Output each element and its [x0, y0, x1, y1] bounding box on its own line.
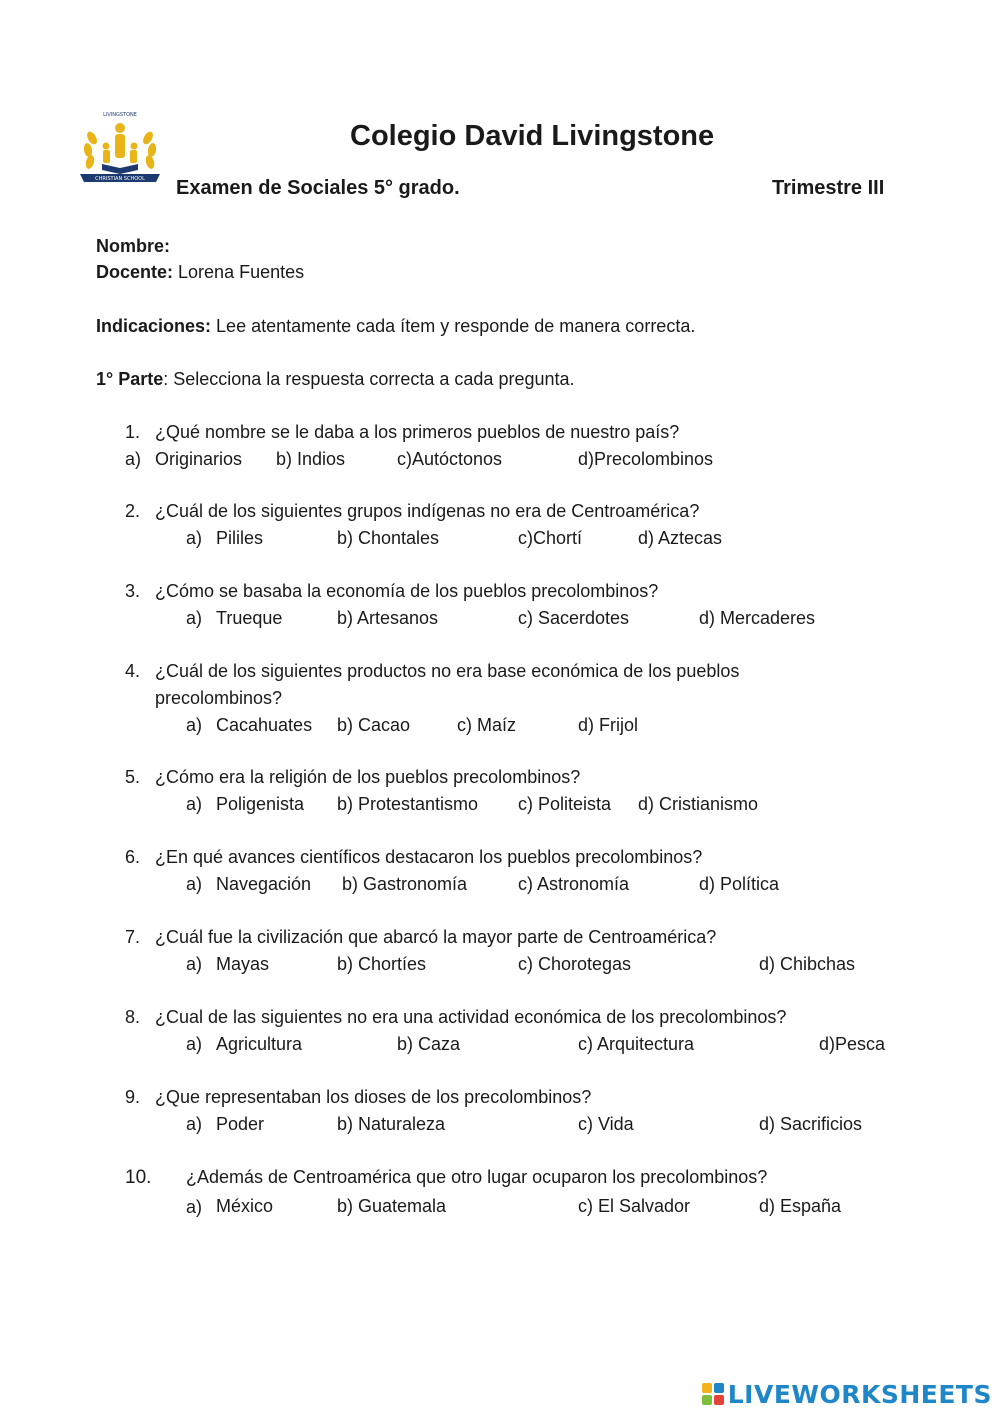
q7-option-c[interactable]: c) Chorotegas — [518, 954, 632, 974]
question-4-text-cont: precolombinos? — [155, 688, 283, 708]
parte-line — [96, 369, 575, 390]
q10-option-a-letter: a) — [186, 1197, 203, 1217]
q9-option-b[interactable]: b) Naturaleza — [337, 1114, 446, 1134]
nombre-line — [96, 236, 170, 257]
q1-option-a-letter: a) — [125, 449, 142, 469]
q7-option-a[interactable]: Mayas — [216, 954, 270, 974]
indicaciones-value: Lee atentamente cada ítem y responde de manera correcta. — [216, 316, 696, 336]
svg-text:CHRISTIAN SCHOOL: CHRISTIAN SCHOOL — [95, 176, 145, 182]
liveworksheets-brand: LIVEWORKSHEETS — [727, 1379, 992, 1409]
q4-option-b[interactable]: b) Cacao — [337, 715, 411, 735]
school-title: Colegio David Livingstone — [350, 120, 715, 152]
q10-option-b[interactable]: b) Guatemala — [337, 1196, 447, 1216]
q5-option-a[interactable]: Poligenista — [216, 794, 305, 814]
q3-option-a-letter: a) — [186, 608, 203, 628]
question-9-number: 9. — [125, 1087, 141, 1107]
question-4-text: ¿Cuál de los siguientes productos no era base económica de los pueblos — [155, 661, 740, 681]
question-9-text: ¿Que representaban los dioses de los precolombinos? — [155, 1087, 592, 1107]
q6-option-d[interactable]: d) Política — [699, 874, 780, 894]
question-6-text: ¿En qué avances científicos destacaron los pueblos precolombinos? — [155, 847, 703, 867]
question-6-number: 6. — [125, 847, 141, 867]
q7-option-b[interactable]: b) Chortíes — [337, 954, 427, 974]
nombre-label: Nombre: — [96, 236, 171, 256]
exam-title: Examen de Sociales 5° grado. — [176, 177, 460, 199]
q8-option-a-letter: a) — [186, 1034, 203, 1054]
q2-option-d[interactable]: d) Aztecas — [638, 528, 723, 548]
q10-option-a[interactable]: México — [216, 1196, 274, 1216]
q3-option-c[interactable]: c) Sacerdotes — [518, 608, 630, 628]
docente-line — [96, 262, 304, 283]
school-logo — [78, 108, 162, 190]
question-8-text: ¿Cual de las siguientes no era una actividad económica de los precolombinos? — [155, 1007, 787, 1027]
q1-option-c[interactable]: c)Autóctonos — [397, 449, 503, 469]
question-10-number: 10. — [125, 1167, 152, 1188]
q4-option-d[interactable]: d) Frijol — [578, 715, 639, 735]
q5-option-a-letter: a) — [186, 794, 203, 814]
question-10-text: ¿Además de Centroamérica que otro lugar ocuparon los precolombinos? — [186, 1167, 768, 1187]
q2-option-a[interactable]: Pililes — [216, 528, 264, 548]
q8-option-d[interactable]: d)Pesca — [819, 1034, 886, 1054]
question-3-text: ¿Cómo se basaba la economía de los pueblos precolombinos? — [155, 581, 659, 601]
question-7-number: 7. — [125, 927, 141, 947]
q9-option-a[interactable]: Poder — [216, 1114, 265, 1134]
q3-option-b[interactable]: b) Artesanos — [337, 608, 439, 628]
liveworksheets-grid-icon — [702, 1383, 724, 1405]
question-3-number: 3. — [125, 581, 141, 601]
q5-option-d[interactable]: d) Cristianismo — [638, 794, 759, 814]
question-8-number: 8. — [125, 1007, 141, 1027]
q10-option-d[interactable]: d) España — [759, 1196, 842, 1216]
q10-option-c[interactable]: c) El Salvador — [578, 1196, 691, 1216]
q6-option-a-letter: a) — [186, 874, 203, 894]
parte-value: : Selecciona la respuesta correcta a cada pregunta. — [163, 369, 575, 389]
question-2-number: 2. — [125, 501, 141, 521]
q2-option-b[interactable]: b) Chontales — [337, 528, 440, 548]
q4-option-a-letter: a) — [186, 715, 203, 735]
q7-option-a-letter: a) — [186, 954, 203, 974]
q5-option-b[interactable]: b) Protestantismo — [337, 794, 479, 814]
q8-option-a[interactable]: Agricultura — [216, 1034, 303, 1054]
question-1-number: 1. — [125, 422, 141, 442]
docente-label: Docente: — [96, 262, 174, 282]
q7-option-d[interactable]: d) Chibchas — [759, 954, 856, 974]
q4-option-c[interactable]: c) Maíz — [457, 715, 517, 735]
q9-option-c[interactable]: c) Vida — [578, 1114, 634, 1134]
indicaciones-line — [96, 316, 695, 337]
q2-option-c[interactable]: c)Chortí — [518, 528, 583, 548]
term-label: Trimestre III — [772, 177, 885, 199]
docente-value: Lorena Fuentes — [178, 262, 305, 282]
question-4-number: 4. — [125, 661, 141, 681]
q3-option-a[interactable]: Trueque — [216, 608, 283, 628]
liveworksheets-logo — [702, 1381, 992, 1407]
q1-option-b[interactable]: b) Indios — [276, 449, 346, 469]
q8-option-c[interactable]: c) Arquitectura — [578, 1034, 695, 1054]
indicaciones-label: Indicaciones: — [96, 316, 212, 336]
q1-option-a[interactable]: Originarios — [155, 449, 243, 469]
q5-option-c[interactable]: c) Politeista — [518, 794, 612, 814]
question-2-text: ¿Cuál de los siguientes grupos indígenas no era de Centroamérica? — [155, 501, 700, 521]
q6-option-c[interactable]: c) Astronomía — [518, 874, 630, 894]
question-5-text: ¿Cómo era la religión de los pueblos precolombinos? — [155, 767, 581, 787]
q9-option-d[interactable]: d) Sacrificios — [759, 1114, 863, 1134]
question-5-number: 5. — [125, 767, 141, 787]
parte-label: 1° Parte — [96, 369, 164, 389]
question-7-text: ¿Cuál fue la civilización que abarcó la mayor parte de Centroamérica? — [155, 927, 717, 947]
question-1-text: ¿Qué nombre se le daba a los primeros pueblos de nuestro país? — [155, 422, 680, 442]
q2-option-a-letter: a) — [186, 528, 203, 548]
q4-option-a[interactable]: Cacahuates — [216, 715, 313, 735]
q6-option-b[interactable]: b) Gastronomía — [342, 874, 468, 894]
q8-option-b[interactable]: b) Caza — [397, 1034, 461, 1054]
q3-option-d[interactable]: d) Mercaderes — [699, 608, 816, 628]
q9-option-a-letter: a) — [186, 1114, 203, 1134]
q1-option-d[interactable]: d)Precolombinos — [578, 449, 714, 469]
svg-text:LIVINGSTONE: LIVINGSTONE — [103, 112, 137, 118]
q6-option-a[interactable]: Navegación — [216, 874, 312, 894]
